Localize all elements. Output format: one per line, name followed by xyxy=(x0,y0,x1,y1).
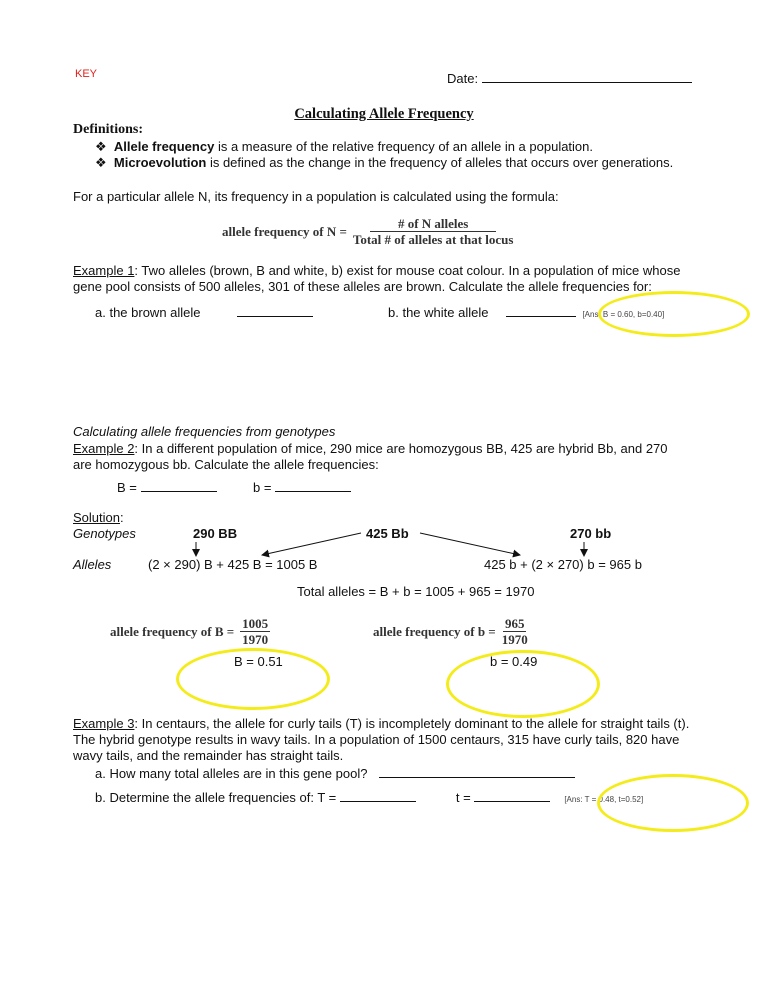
diamond-bullet-icon: ❖ xyxy=(95,155,107,170)
example2-text: Example 2: In a different population of mice, 290 mice are homozygous BB, 425 are hybrid Bb, and 270 xyxy=(73,441,668,456)
genotype-BB: 290 BB xyxy=(193,526,238,541)
question-3a: a. How many total alleles are in this gene pool? xyxy=(95,765,575,782)
question-1a: a. the brown allele xyxy=(95,304,313,321)
T-answer-blank[interactable] xyxy=(340,789,416,802)
page-title: Calculating Allele Frequency xyxy=(294,106,474,122)
date-label: Date: xyxy=(447,71,479,86)
key-label: KEY xyxy=(75,68,98,80)
example1-text: gene pool consists of 500 alleles, 301 of these alleles are brown. Calculate the allele frequencies for: xyxy=(73,279,652,294)
frequency-b-formula: allele frequency of b = $\frac{965}{1970}$ xyxy=(373,616,528,647)
example3-text: wavy tails, and the remainder has straight tails. xyxy=(73,748,344,763)
example1-text: Example 1: Two alleles (brown, B and white, b) exist for mouse coat colour. In a population of mice whose xyxy=(73,263,681,278)
question-1b: b. the white allele [Ans: B = 0.60, b=0.40] xyxy=(388,305,665,320)
alleles-label: Alleles xyxy=(73,557,112,572)
b-result: b = 0.49 xyxy=(490,654,538,669)
example2-text: are homozygous bb. Calculate the allele frequencies: xyxy=(73,457,379,472)
example3-text: The hybrid genotype results in wavy tails. In a population of 1500 centaurs, 315 have curly tails, 820 have xyxy=(73,732,680,747)
B-answer-field[interactable]: B = xyxy=(117,479,217,496)
section-heading: Calculating allele frequencies from genotypes xyxy=(73,424,336,439)
definition-item: ❖ Allele frequency is a measure of the relative frequency of an allele in a population. xyxy=(95,139,594,154)
example3-text: Example 3: In centaurs, the allele for curly tails (T) is incompletely dominant to the allele for straight tails (t). xyxy=(73,716,690,731)
highlight-circle xyxy=(446,650,600,718)
highlight-circle xyxy=(176,648,330,710)
diamond-bullet-icon: ❖ xyxy=(95,139,107,154)
genotype-bb: 270 bb xyxy=(570,526,612,541)
B-result: B = 0.51 xyxy=(234,654,283,669)
alleles-b-calc: 425 b + (2 × 270) b = 965 b xyxy=(484,557,642,572)
arrow-icon xyxy=(420,533,520,555)
definitions-heading: Definitions: xyxy=(73,122,143,137)
total-alleles: Total alleles = B + b = 1005 + 965 = 1970 xyxy=(297,584,535,599)
allele-frequency-formula: allele frequency of N = $\frac{\text{\# of N alleles}}{\text{Total \# of alleles at that locus}}$ xyxy=(222,216,514,247)
alleles-B-calc: (2 × 290) B + 425 B = 1005 B xyxy=(148,557,318,572)
arrow-icon xyxy=(262,533,361,555)
genotypes-label: Genotypes xyxy=(73,526,136,541)
definition-item: ❖ Microevolution is defined as the change in the frequency of alleles that occurs over generations. xyxy=(95,155,674,170)
answer-key-3: [Ans: T = 0.48, t=0.52] xyxy=(564,795,644,804)
genotype-Bb: 425 Bb xyxy=(366,526,409,541)
answer-key-1: [Ans: B = 0.60, b=0.40] xyxy=(582,310,665,319)
answer-blank-3a[interactable] xyxy=(379,765,575,778)
frequency-B-formula: allele frequency of B = $\frac{1005}{1970}$ xyxy=(110,616,269,647)
t-answer-field[interactable]: t = xyxy=(456,790,550,805)
question-3b: b. Determine the allele frequencies of: T = t = [Ans: T = 0.48, t=0.52] xyxy=(95,790,644,805)
highlight-circle xyxy=(597,774,749,832)
formula-intro: For a particular allele N, its frequency in a population is calculated using the formula: xyxy=(73,189,559,204)
solution-label: Solution: xyxy=(73,510,124,525)
b-answer-field[interactable]: b = xyxy=(253,479,351,496)
